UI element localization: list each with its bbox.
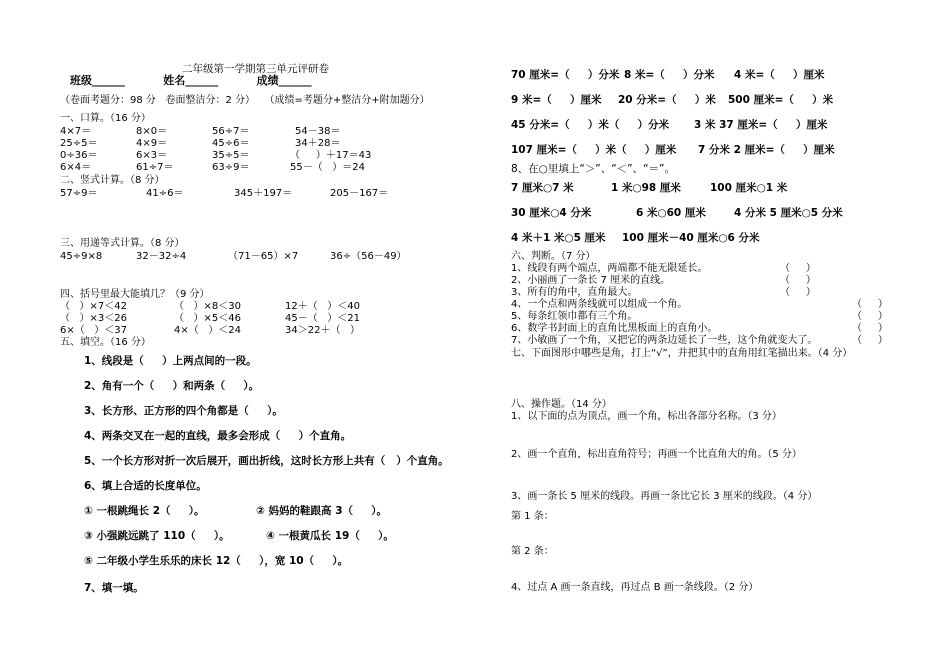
fill-max-item: 12＋（ ）＜40 [285,301,360,312]
unit-item: ③ 小强跳远跳了 110（ ）。 [84,530,230,542]
oral-item: 6×4＝ [60,162,92,173]
oral-item: 34＋28＝ [295,138,341,149]
compare-item: 7 厘米○7 米 [511,182,574,194]
stepwise-item: 36÷（56－49） [330,251,407,262]
unit-item: ① 一根跳绳长 2（ ）。 [84,505,205,517]
compare-item: 4 米＋1 米○5 厘米 [511,232,606,244]
conversion-item: 500 厘米=（ ）米 [728,94,834,106]
oral-item: 63÷9＝ [212,162,250,173]
section-3-heading: 三、用递等式计算。（8 分） [60,238,185,249]
fill-blank-question: 5、一个长方形对折一次后展开，画出折线，这时长方形上共有（ ）个直角。 [84,455,449,467]
fill-blank-question: 2、角有一个（ ）和两条（ ）。 [84,380,260,392]
fill-max-item: 4×（ ）＜24 [174,325,242,336]
oral-item: 45÷6＝ [212,138,250,149]
column-calc-item: 345＋197＝ [234,188,293,199]
compare-item: 30 厘米○4 分米 [511,207,592,219]
oral-item: 0÷36＝ [60,150,98,161]
fill-blank-question: 7、填一填。 [84,582,144,594]
line-label: 第 2 条： [511,546,554,557]
fill-blank-question: 1、线段是（ ）上两点间的一段。 [84,355,257,367]
fill-max-item: （ ）×7＜42 [60,301,128,312]
column-calc-item: 41÷6＝ [146,188,184,199]
fill-blank-question: 3、长方形、正方形的四个角都是（ ）。 [84,405,283,417]
student-info-fields: 班级______ 姓名______ 成绩______ [70,74,312,87]
judge-item: 3、所有的角中，直角最大。 [511,287,638,298]
judge-paren: （ ） [852,311,888,322]
oral-item: 25÷5＝ [60,138,98,149]
oral-item: （ ）＋17＝43 [290,150,372,161]
judge-paren: （ ） [780,263,816,274]
judge-paren: （ ） [852,323,888,334]
operation-question: 1、以下面的点为顶点，画一个角，标出各部分名称。（3 分） [511,411,782,422]
fill-max-item: （ ）×5＜46 [174,313,242,324]
conversion-item: 70 厘米=（ ）分米 [511,69,620,81]
column-calc-item: 57÷9＝ [60,188,98,199]
judge-paren: （ ） [780,275,816,286]
score-note: （卷面考题分：98 分 卷面整洁分：2 分） （成绩=考题分+整洁分+附加题分） [60,95,430,106]
operation-question: 3、画一条长 5 厘米的线段。再画一条比它长 3 厘米的线段。（4 分） [511,491,818,502]
section-7-heading: 七、下面图形中哪些是角，打上“√”，并把其中的直角用红笔描出来。（4 分） [511,348,853,359]
fill-blank-question: 4、两条交叉在一起的直线，最多会形成（ ）个直角。 [84,430,352,442]
fill-max-item: （ ）×3＜26 [60,313,128,324]
fill-max-item: （ ）×8＜30 [174,301,242,312]
fill-max-item: 6×（ ）＜37 [60,325,128,336]
section-6-heading: 六、判断。（7 分） [511,251,596,262]
judge-item: 4、一个点和两条线就可以组成一个角。 [511,299,688,310]
judge-item: 5、每条红领巾都有三个角。 [511,311,638,322]
judge-paren: （ ） [852,299,888,310]
oral-item: 56÷7＝ [212,126,250,137]
compare-item: 100 厘米○1 米 [710,182,788,194]
stepwise-item: 32－32÷4 [136,251,187,262]
oral-item: 61÷7＝ [136,162,174,173]
conversion-item: 3 米 37 厘米=（ ）厘米 [694,119,828,131]
page-title: 二年级第一学期第三单元评研卷 [182,63,329,75]
fill-max-item: 34＞22＋（ ） [285,325,360,336]
unit-item: ⑤ 二年级小学生乐乐的床长 12（ ），宽 10（ ）。 [84,555,349,567]
line-label: 第 1 条： [511,511,554,522]
compare-item: 6 米○60 厘米 [636,207,706,219]
conversion-item: 7 分米 2 厘米=（ ）厘米 [698,144,835,156]
oral-item: 6×3＝ [136,150,168,161]
conversion-item: 4 米=（ ）厘米 [734,69,825,81]
oral-item: 4×7＝ [60,126,92,137]
stepwise-item: （71－65）×7 [228,251,299,262]
section-2-heading: 二、竖式计算。（8 分） [60,175,165,186]
judge-item: 6、数学书封面上的直角比黑板面上的直角小。 [511,323,718,334]
unit-item: ② 妈妈的鞋跟高 3（ ）。 [256,505,388,517]
column-calc-item: 205－167＝ [330,188,389,199]
operation-question: 4、过点 A 画一条直线，再过点 B 画一条线段。（2 分） [511,582,759,593]
section-1-heading: 一、口算。（16 分） [60,113,151,124]
compare-item: 1 米○98 厘米 [611,182,681,194]
conversion-item: 8 米=（ ）分米 [624,69,715,81]
oral-item: 4×9＝ [136,138,168,149]
fill-max-item: 45－（ ）＜21 [285,313,360,324]
oral-item: 8×0＝ [136,126,168,137]
judge-item: 2、小丽画了一条长 7 厘米的直线。 [511,275,671,286]
compare-heading: 8、在○里填上“＞”、“＜”、“＝”。 [511,163,675,175]
unit-item: ④ 一根黄瓜长 19（ ）。 [266,530,394,542]
section-5-heading: 五、填空。（16 分） [60,337,151,348]
judge-item: 1、线段有两个端点，两端都不能无限延长。 [511,263,708,274]
conversion-item: 107 厘米=（ ）米（ ）厘米 [511,144,677,156]
compare-item: 100 厘米－40 厘米○6 分米 [622,232,760,244]
oral-item: 55－（ ）＝24 [290,162,365,173]
judge-paren: （ ） [780,287,816,298]
section-8-heading: 八、操作题。（14 分） [511,399,612,410]
oral-item: 54－38＝ [295,126,341,137]
conversion-item: 20 分米=（ ）米 [618,94,716,106]
conversion-item: 9 米=（ ）厘米 [511,94,602,106]
judge-item: 7、小敏画了一个角，又把它的两条边延长了一些，这个角就变大了。 [511,335,818,346]
conversion-item: 45 分米=（ ）米（ ）分米 [511,119,670,131]
judge-paren: （ ） [852,335,888,346]
operation-question: 2、画一个直角，标出直角符号；再画一个比直角大的角。（5 分） [511,449,802,460]
fill-blank-question: 6、填上合适的长度单位。 [84,480,207,492]
compare-item: 4 分米 5 厘米○5 分米 [734,207,843,219]
stepwise-item: 45÷9×8 [60,251,103,262]
oral-item: 35÷5＝ [212,150,250,161]
section-4-heading: 四、括号里最大能填几？（9 分） [60,289,210,300]
